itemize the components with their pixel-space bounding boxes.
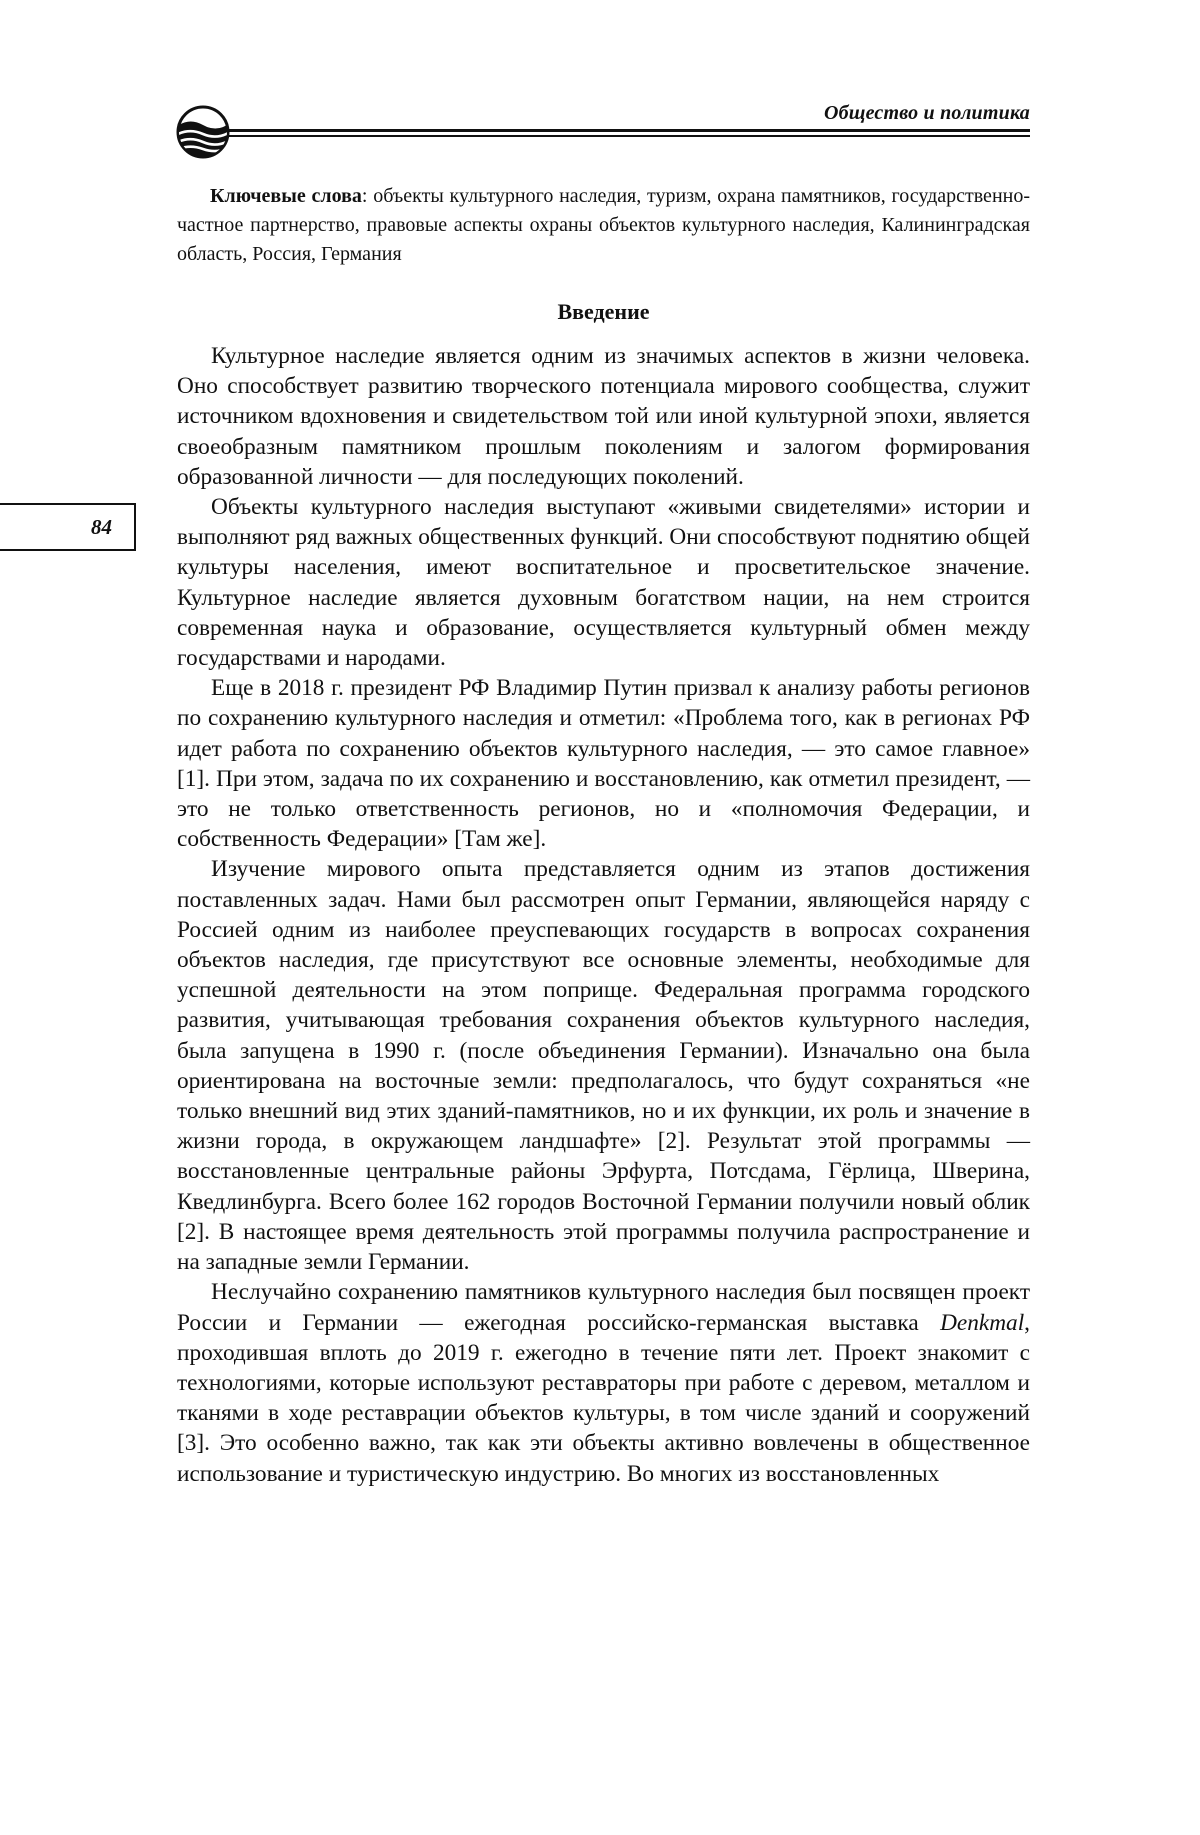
header-rule-thin [228, 135, 1030, 137]
body-paragraph-last [177, 1277, 1030, 1488]
keywords-separator: : [361, 185, 374, 207]
keywords-paragraph [177, 182, 1030, 269]
exhibition-name: Denkmal [940, 1309, 1025, 1336]
paragraph-text: , проходившая вплоть до 2019 г. ежегодно в течение пяти лет. Проект знакомит с технологиями, которые используют реставраторы при работе с деревом, металлом и тканями в ходе реставрации объектов культуры, в том числе зданий и сооружений [3]. Это особенно важно, так как эти объекты активно вовлечены в общественное использование и туристическую индустрию. Во многих из восстановленных [177, 1309, 1030, 1487]
page-number: 84 [0, 503, 136, 551]
header-rule [228, 129, 1030, 132]
paragraph-text: Неслучайно сохранению памятников культурного наследия был посвящен проект России и Германии — ежегодная российско-германская выставка [177, 1279, 1030, 1336]
keywords-label: Ключевые слова [210, 185, 362, 207]
body-paragraph: Культурное наследие является одним из значимых аспектов в жизни человека. Оно способствует развитию творческого потенциала мирового сообщества, служит источником вдохновения и свидетельством той или иной культурной эпохи, является своеобразным памятником прошлым поколениям и залогом формирования образованной личности — для последующих поколений. [177, 343, 1030, 490]
section-heading: Введение [557, 299, 650, 324]
running-header-section-title: Общество и политика [823, 102, 1030, 124]
body-paragraph: Объекты культурного наследия выступают «живыми свидетелями» истории и выполняют ряд важных общественных функций. Они способствуют поднятию общей культуры населения, имеют воспитательное и просветительское значение. Культурное наследие является духовным богатством нации, на нем строится современная наука и образование, осуществляется культурный обмен между государствами и народами. [177, 494, 1030, 672]
journal-waves-logo-icon [174, 103, 232, 161]
body-paragraph: Еще в 2018 г. президент РФ Владимир Путин призвал к анализу работы регионов по сохранению культурного наследия и отметил: «Проблема того, как в регионах РФ идет работа по сохранению объектов культурного наследия, — это самое главное» [1]. При этом, задача по их сохранению и восстановлению, как отметил президент, — это не только ответственность регионов, но и «полномочия Федерации, и собственность Федерации» [Там же]. [177, 675, 1030, 853]
body-paragraph: Изучение мирового опыта представляется одним из этапов достижения поставленных задач. Нами был рассмотрен опыт Германии, являющейся наряду с Россией одним из наиболее преуспевающих государств в вопросах сохранения объектов наследия, где присутствуют все основные элементы, необходимые для успешной деятельности на этом поприще. Федеральная программа городского развития, учитывающая требования сохранения объектов культурного наследия, была запущена в 1990 г. (после объединения Германии). Изначально она была ориентирована на восточные земли: предполагалось, что будут сохраняться «не только внешний вид этих зданий-памятников, но и их функции, их роль и значение в жизни города, в окружающем ландшафте» [2]. Результат этой программы — восстановленные центральные районы Эрфурта, Потсдама, Гёрлица, Шверина, Кведлинбурга. Всего более 162 городов Восточной Германии получили новый облик [2]. В настоящее время деятельность этой программы получила распространение и на западные земли Германии. [177, 856, 1030, 1276]
article-body [177, 182, 1030, 1489]
keywords-text: объекты культурного наследия, туризм, охрана памятников, государственно-частное партнерство, правовые аспекты охраны объектов культурного наследия, Калининградская область, Россия, Германия [177, 185, 1031, 265]
